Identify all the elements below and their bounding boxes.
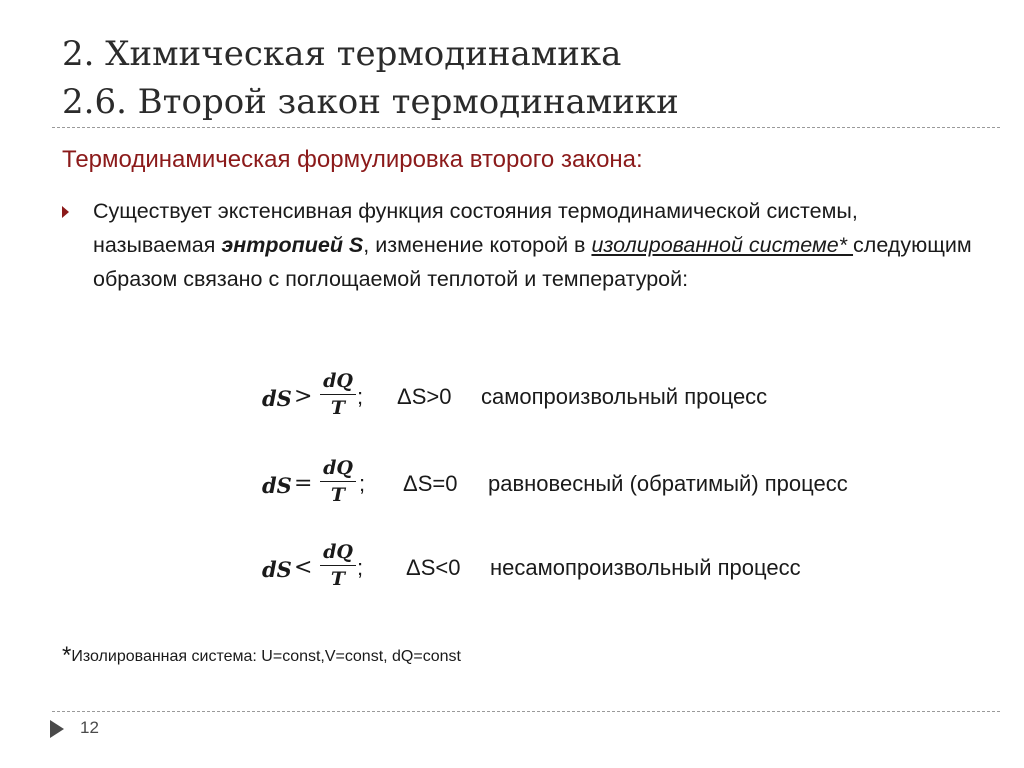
footnote-marker: *: [62, 642, 72, 669]
page-number: 12: [80, 718, 99, 737]
equation-operator: <: [294, 555, 313, 580]
fraction-numerator: dQ: [323, 457, 353, 479]
equation-operator: >: [294, 384, 313, 409]
fraction-denominator: T: [330, 484, 346, 506]
fraction-numerator: dQ: [323, 370, 353, 392]
equation-fraction: [318, 539, 358, 592]
nav-arrow-icon: [50, 720, 64, 738]
equation-3-delta: ΔS<0: [406, 555, 461, 580]
equation-1-semicolon: ;: [357, 384, 364, 409]
equation-operator: =: [294, 471, 313, 496]
equation-2-description: равновесный (обратимый) процесс: [488, 471, 848, 496]
footnote: [62, 642, 461, 670]
title-line-1: 2. Химическая термодинамика: [62, 34, 622, 74]
equation-lhs: dS: [262, 557, 292, 582]
paragraph-bold-term: энтропией S: [221, 233, 364, 257]
equation-fraction: [318, 455, 358, 508]
footer-divider: [52, 711, 1000, 712]
paragraph-text-3: следующим образом связано с поглощаемой теплотой и температурой:: [93, 233, 972, 291]
equation-lhs: dS: [262, 386, 292, 411]
title-divider: [52, 127, 1000, 128]
paragraph-text-1: Существует экстенсивная функция состояния термодинамической системы, называемая: [93, 199, 858, 257]
equation-fraction: [318, 368, 358, 421]
equation-1-delta: ΔS>0: [397, 384, 452, 409]
fraction-numerator: dQ: [323, 541, 353, 563]
fraction-denominator: T: [330, 397, 346, 419]
bullet-arrow-icon: [62, 206, 69, 218]
paragraph-text-2: , изменение которой в: [363, 233, 592, 257]
title-line-2: 2.6. Второй закон термодинамики: [62, 82, 679, 122]
equation-1-description: самопроизвольный процесс: [481, 384, 768, 409]
slide-title: [62, 30, 679, 126]
equation-2-delta: ΔS=0: [403, 471, 458, 496]
footnote-text: Изолированная система: U=const,V=const, dQ=const: [71, 648, 461, 665]
paragraph-underlined-term: изолированной системе*: [591, 233, 854, 257]
fraction-denominator: T: [330, 568, 346, 590]
equation-3-description: несамопроизвольный процесс: [490, 555, 801, 580]
equation-2-semicolon: ;: [359, 471, 366, 496]
main-paragraph: [93, 194, 973, 296]
equation-3-semicolon: ;: [357, 555, 364, 580]
section-subtitle: Термодинамическая формулировка второго закона:: [62, 146, 643, 173]
equation-lhs: dS: [262, 473, 292, 498]
